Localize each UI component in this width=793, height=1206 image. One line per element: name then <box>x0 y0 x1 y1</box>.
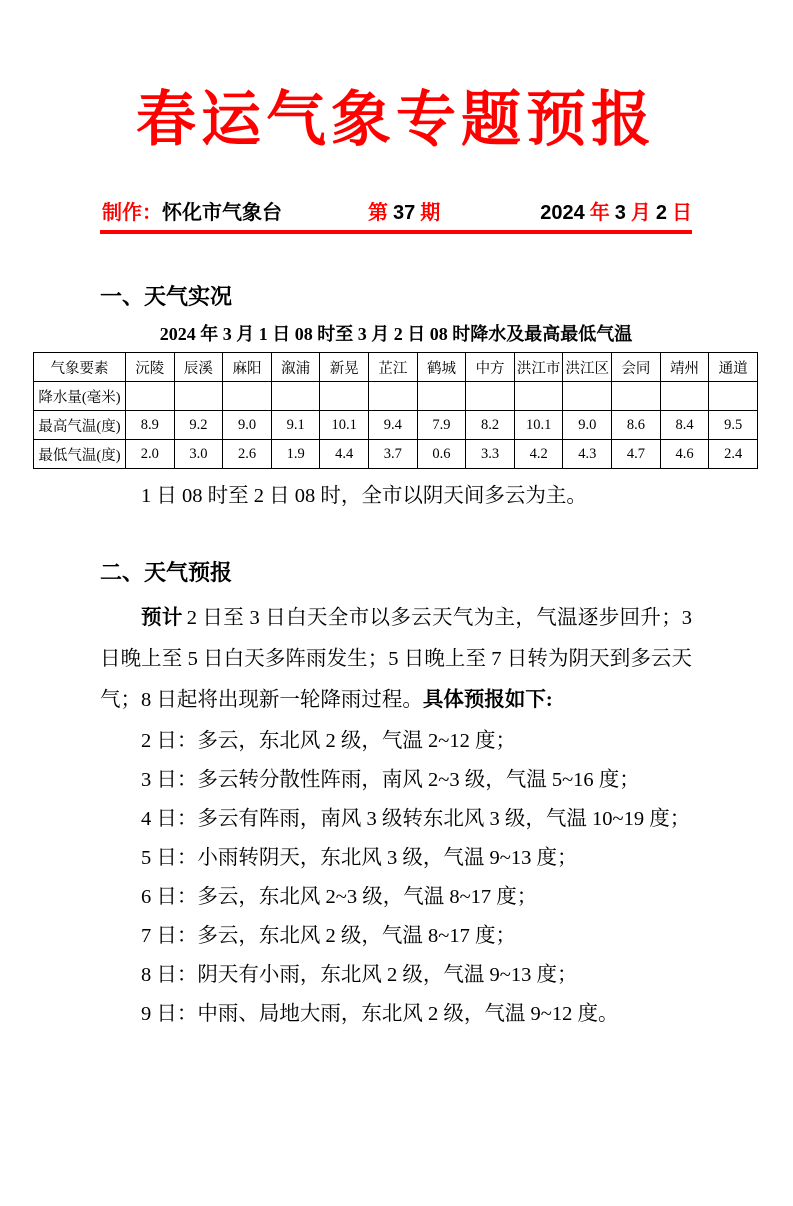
forecast-body: 2 日至 3 日白天全市以多云天气为主，气温逐步回升；3 日晚上至 5 日白天多阵雨发生；5 日晚上至 7 日转为阴天到多云天气；8 日起将出现新一轮降雨过程。 <box>100 607 693 711</box>
table-header-cell: 鹤城 <box>417 353 466 382</box>
table-cell: 8.9 <box>126 411 175 440</box>
table-cell: 4.3 <box>563 440 612 469</box>
daily-forecast-line: 7 日：多云，东北风 2 级，气温 8~17 度； <box>141 925 516 947</box>
table-header-cell: 气象要素 <box>34 353 126 382</box>
table-cell: 10.1 <box>514 411 563 440</box>
table-cell: 0.6 <box>417 440 466 469</box>
table-cell: 9.0 <box>563 411 612 440</box>
section-1-heading: 一、天气实况 <box>100 284 233 309</box>
table-cell: 9.0 <box>223 411 272 440</box>
weather-observation-table <box>33 352 758 469</box>
table-cell: 4.7 <box>612 440 661 469</box>
daily-forecast-line: 3 日：多云转分散性阵雨，南风 2~3 级，气温 5~16 度； <box>141 769 640 791</box>
producer <box>102 200 282 226</box>
date-part: 日 <box>672 202 692 224</box>
table-cell <box>612 382 661 411</box>
table-cell <box>174 382 223 411</box>
table-header-cell: 辰溪 <box>174 353 223 382</box>
daily-forecast-line: 9 日：中雨、局地大雨，东北风 2 级，气温 9~12 度。 <box>141 1003 619 1025</box>
date-part: 2 <box>655 202 667 224</box>
table-row <box>34 411 758 440</box>
table-header-cell: 洪江区 <box>563 353 612 382</box>
table-cell <box>223 382 272 411</box>
table-cell <box>369 382 418 411</box>
table-header-cell: 麻阳 <box>223 353 272 382</box>
table-cell: 7.9 <box>417 411 466 440</box>
table-header-cell: 靖州 <box>660 353 709 382</box>
date-part: 3 <box>614 202 626 224</box>
date-part: 2024 <box>540 202 585 224</box>
producer-label: 制作： <box>102 202 162 224</box>
weather-summary-text: 1 日 08 时至 2 日 08 时，全市以阴天间多云为主。 <box>141 485 587 507</box>
table-header-cell: 中方 <box>466 353 515 382</box>
daily-forecast-list <box>100 722 692 1034</box>
table-cell: 8.6 <box>612 411 661 440</box>
table-cell: 9.5 <box>709 411 758 440</box>
daily-forecast-line: 8 日：阴天有小雨，东北风 2 级，气温 9~13 度； <box>141 964 578 986</box>
table-cell: 4.2 <box>514 440 563 469</box>
daily-forecast-line: 2 日：多云，东北风 2 级，气温 2~12 度； <box>141 730 516 752</box>
table-cell: 9.4 <box>369 411 418 440</box>
daily-forecast-line: 5 日：小雨转阴天，东北风 3 级，气温 9~13 度； <box>141 847 578 869</box>
table-cell: 2.4 <box>709 440 758 469</box>
table-cell <box>320 382 369 411</box>
table-row-label: 最低气温(度) <box>34 440 126 469</box>
issue-part: 期 <box>420 202 441 224</box>
document-page <box>0 84 793 1206</box>
weather-table-caption: 2024 年 3 月 1 日 08 时至 3 月 2 日 08 时降水及最高最低气温 <box>159 324 633 344</box>
table-cell: 3.3 <box>466 440 515 469</box>
table-header-cell: 会同 <box>612 353 661 382</box>
table-cell: 9.1 <box>271 411 320 440</box>
forecast-detail-label: 具体预报如下: <box>422 689 553 711</box>
table-cell <box>563 382 612 411</box>
table-header-cell: 沅陵 <box>126 353 175 382</box>
table-row-label: 降水量(毫米) <box>34 382 126 411</box>
issue-part: 第 <box>368 202 388 224</box>
table-cell <box>417 382 466 411</box>
table-row <box>34 382 758 411</box>
table-row <box>34 440 758 469</box>
table-cell: 8.4 <box>660 411 709 440</box>
table-cell: 3.7 <box>369 440 418 469</box>
table-cell <box>709 382 758 411</box>
issue-date <box>540 200 692 226</box>
table-header-cell: 洪江市 <box>514 353 563 382</box>
document-meta-row <box>100 200 692 226</box>
table-cell <box>126 382 175 411</box>
date-part: 年 <box>589 202 610 224</box>
table-cell: 3.0 <box>174 440 223 469</box>
table-cell <box>466 382 515 411</box>
issue-number <box>368 200 440 226</box>
table-header-row <box>34 353 758 382</box>
table-cell: 4.4 <box>320 440 369 469</box>
table-cell: 1.9 <box>271 440 320 469</box>
table-row-label: 最高气温(度) <box>34 411 126 440</box>
daily-forecast-line: 4 日：多云有阵雨，南风 3 级转东北风 3 级，气温 10~19 度； <box>141 808 691 830</box>
red-divider <box>100 230 692 234</box>
table-cell <box>660 382 709 411</box>
producer-name: 怀化市气象台 <box>162 202 282 224</box>
date-part: 月 <box>630 202 651 224</box>
forecast-intro-paragraph <box>100 598 692 721</box>
table-cell: 2.0 <box>126 440 175 469</box>
table-cell: 2.6 <box>223 440 272 469</box>
table-cell: 4.6 <box>660 440 709 469</box>
document-title: 春运气象专题预报 <box>136 87 656 153</box>
table-header-cell: 溆浦 <box>271 353 320 382</box>
forecast-lead: 预计 <box>141 607 183 629</box>
table-cell: 8.2 <box>466 411 515 440</box>
table-cell: 10.1 <box>320 411 369 440</box>
table-cell <box>514 382 563 411</box>
section-2-heading: 二、天气预报 <box>100 560 233 585</box>
table-header-cell: 新晃 <box>320 353 369 382</box>
table-cell: 9.2 <box>174 411 223 440</box>
daily-forecast-line: 6 日：多云，东北风 2~3 级，气温 8~17 度； <box>141 886 538 908</box>
table-cell <box>271 382 320 411</box>
table-header-cell: 通道 <box>709 353 758 382</box>
issue-part: 37 <box>393 202 416 224</box>
table-header-cell: 芷江 <box>369 353 418 382</box>
